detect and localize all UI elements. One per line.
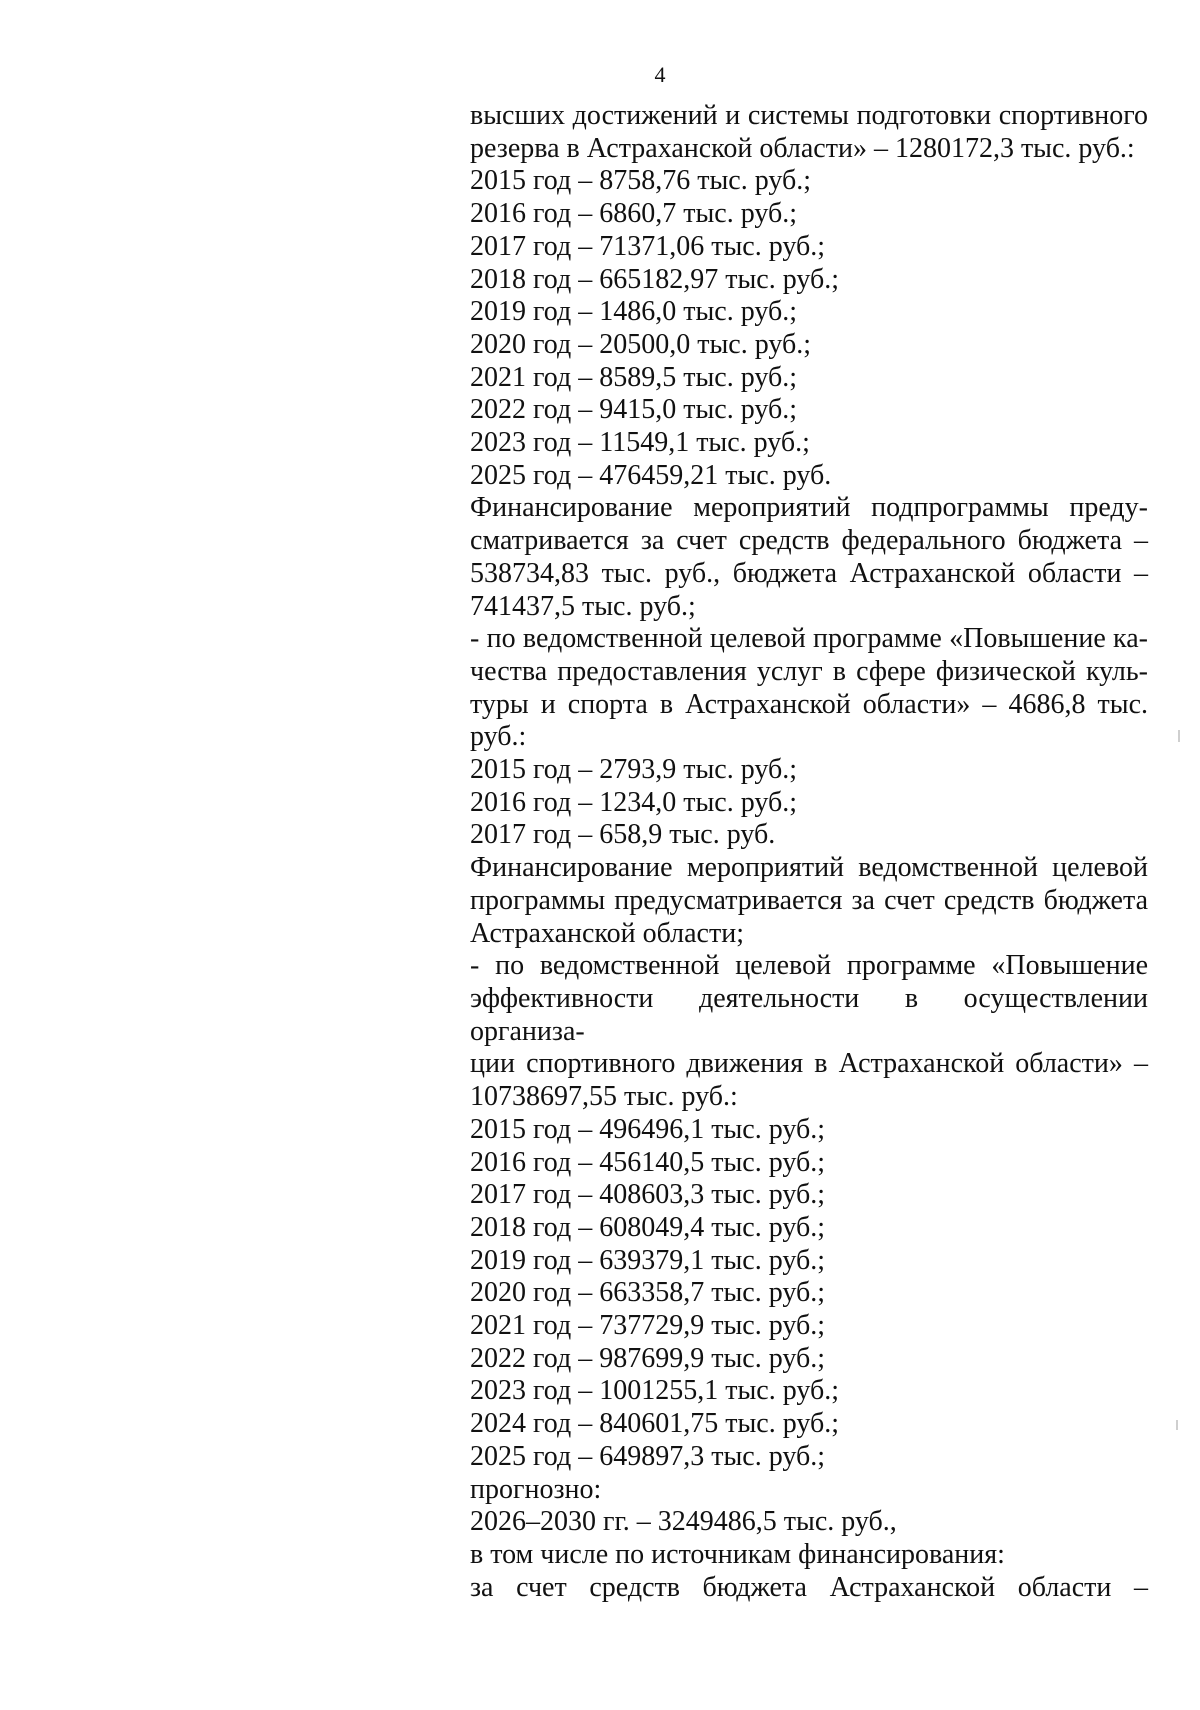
text-line: высших достижений и системы подготовки спортивного [470, 100, 1148, 131]
text-line: 2020 год – 20500,0 тыс. руб.; [470, 328, 811, 360]
page-number: 4 [654, 62, 666, 87]
text-line: 2017 год – 408603,3 тыс. руб.; [470, 1179, 825, 1211]
text-line: 2018 год – 665182,97 тыс. руб.; [470, 263, 839, 295]
text-line: 2016 год – 6860,7 тыс. руб.; [470, 198, 797, 230]
text-line: 2025 год – 649897,3 тыс. руб.; [470, 1440, 825, 1472]
scan-artifact-mark [1176, 1420, 1178, 1430]
text-line: 2019 год – 639379,1 тыс. руб.; [470, 1244, 825, 1276]
text-line: Финансирование мероприятий ведомственной целевой [470, 852, 1148, 884]
text-line: 2016 год – 456140,5 тыс. руб.; [470, 1146, 825, 1178]
text-line: 2016 год – 1234,0 тыс. руб.; [470, 786, 797, 818]
text-line: резерва в Астраханской области» – 1280172,3 тыс. руб.: [470, 132, 1135, 164]
text-line: сматривается за счет средств федерального бюджета – [470, 525, 1148, 557]
text-line: в том числе по источникам финансирования: [470, 1538, 1005, 1570]
text-line: 2015 год – 8758,76 тыс. руб.; [470, 165, 811, 197]
text-line: программы предусматривается за счет средств бюджета [470, 884, 1148, 916]
text-line: 2022 год – 9415,0 тыс. руб.; [470, 394, 797, 426]
text-line: 2023 год – 1001255,1 тыс. руб.; [470, 1375, 839, 1407]
text-line: 2022 год – 987699,9 тыс. руб.; [470, 1342, 825, 1374]
text-line: 2021 год – 8589,5 тыс. руб.; [470, 361, 797, 393]
text-line: 2026–2030 гг. – 3249486,5 тыс. руб., [470, 1506, 897, 1538]
text-line: 2021 год – 737729,9 тыс. руб.; [470, 1310, 825, 1342]
text-line: 2025 год – 476459,21 тыс. руб. [470, 459, 832, 491]
text-line: - по ведомственной целевой программе «Повышение [470, 950, 1148, 982]
text-line: 2020 год – 663358,7 тыс. руб.; [470, 1277, 825, 1309]
text-line: 2024 год – 840601,75 тыс. руб.; [470, 1408, 839, 1440]
text-line: 2017 год – 71371,06 тыс. руб.; [470, 230, 825, 262]
text-line: 2019 год – 1486,0 тыс. руб.; [470, 296, 797, 328]
text-line: эффективности деятельности в осуществлении организа- [470, 982, 1148, 1047]
text-line: руб.: [470, 721, 527, 753]
text-line: ции спортивного движения в Астраханской области» – [470, 1048, 1148, 1080]
text-line: прогнозно: [470, 1473, 602, 1505]
text-line: 2023 год – 11549,1 тыс. руб.; [470, 427, 810, 459]
text-line: 2015 год – 2793,9 тыс. руб.; [470, 754, 797, 786]
text-line: чества предоставления услуг в сфере физической куль- [470, 655, 1148, 687]
text-line: Финансирование мероприятий подпрограммы преду- [470, 492, 1148, 524]
document-body [470, 100, 1148, 1604]
text-line: туры и спорта в Астраханской области» – 4686,8 тыс. [470, 688, 1148, 720]
text-line: за счет средств бюджета Астраханской области – [470, 1571, 1148, 1603]
text-line: 741437,5 тыс. руб.; [470, 590, 696, 622]
text-line: 2015 год – 496496,1 тыс. руб.; [470, 1113, 825, 1145]
text-line: 2017 год – 658,9 тыс. руб. [470, 819, 776, 851]
text-line: 10738697,55 тыс. руб.: [470, 1081, 738, 1113]
text-line: - по ведомственной целевой программе «Повышение ка- [470, 623, 1148, 655]
text-line: 2018 год – 608049,4 тыс. руб.; [470, 1211, 825, 1243]
text-line: Астраханской области; [470, 917, 744, 949]
text-line: 538734,83 тыс. руб., бюджета Астраханской области – [470, 557, 1148, 589]
scan-artifact-mark [1178, 730, 1180, 742]
